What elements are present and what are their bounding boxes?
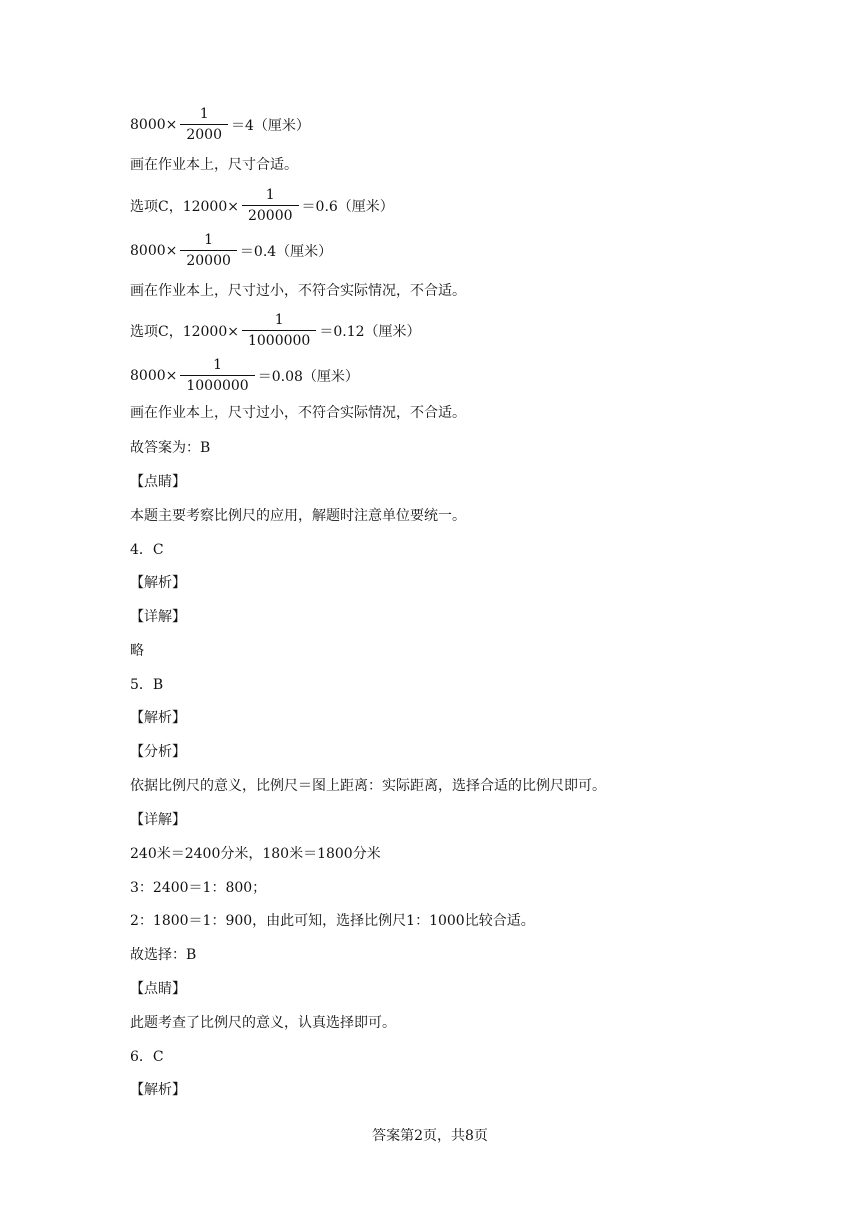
math-suffix: ＝0.12（厘米）: [319, 323, 421, 340]
math-line: [130, 105, 310, 144]
math-prefix: 8000×: [130, 116, 178, 133]
fraction-denominator: 20000: [186, 253, 231, 269]
fraction-bar: [242, 205, 299, 206]
section-heading: 【点睛】: [130, 981, 186, 997]
section-heading: 【详解】: [130, 812, 186, 828]
fraction-bar: [180, 124, 228, 125]
text-line: 240米＝2400分米，180米＝1800分米: [130, 846, 381, 862]
fraction: [180, 356, 254, 395]
fraction-denominator: 2000: [186, 127, 222, 143]
math-prefix: 8000×: [130, 242, 178, 259]
fraction: [242, 311, 316, 350]
fraction: [180, 105, 228, 144]
page-footer: 答案第2页，共8页: [372, 1128, 488, 1144]
math-line: [130, 311, 421, 350]
math-suffix: ＝0.4（厘米）: [239, 243, 333, 260]
fraction-denominator: 1000000: [247, 333, 311, 349]
math-prefix: 选项C，12000×: [130, 323, 239, 340]
question-answer: 5．B: [130, 677, 164, 693]
section-heading: 【详解】: [130, 609, 186, 625]
fraction-numerator: 1: [213, 357, 222, 373]
section-heading: 【分析】: [130, 744, 186, 760]
question-answer: 6．C: [130, 1049, 164, 1065]
fraction-numerator: 1: [274, 312, 284, 328]
fraction: [242, 186, 299, 225]
section-heading: 【解析】: [130, 1082, 186, 1098]
text-line: 略: [130, 643, 144, 659]
fraction-bar: [180, 250, 237, 251]
math-suffix: ＝0.6（厘米）: [301, 198, 394, 215]
fraction-bar: [242, 330, 316, 331]
math-line: [130, 231, 332, 270]
math-prefix: 选项C，12000×: [130, 198, 239, 215]
section-heading: 【点睛】: [130, 474, 186, 490]
fraction-denominator: 20000: [247, 208, 293, 224]
text-line: 依据比例尺的意义，比例尺＝图上距离：实际距离，选择合适的比例尺即可。: [130, 778, 606, 794]
text-line: 画在作业本上，尺寸过小，不符合实际情况，不合适。: [130, 283, 466, 299]
text-line: 此题考查了比例尺的意义，认真选择即可。: [130, 1015, 396, 1031]
text-line: 画在作业本上，尺寸过小，不符合实际情况，不合适。: [130, 405, 466, 421]
math-line: [130, 186, 394, 225]
fraction: [180, 231, 237, 270]
fraction-numerator: 1: [265, 187, 275, 203]
text-line: 画在作业本上，尺寸合适。: [130, 157, 298, 173]
math-line: [130, 356, 359, 395]
fraction-numerator: 1: [199, 106, 209, 122]
fraction-denominator: 1000000: [186, 378, 249, 394]
section-heading: 【解析】: [130, 710, 186, 726]
text-line: 2：1800＝1：900，由此可知，选择比例尺1：1000比较合适。: [130, 913, 535, 929]
fraction-numerator: 1: [204, 232, 214, 248]
text-line: 3：2400＝1：800；: [130, 880, 267, 896]
math-suffix: ＝4（厘米）: [231, 117, 310, 134]
math-prefix: 8000×: [130, 367, 178, 384]
math-suffix: ＝0.08（厘米）: [257, 368, 359, 385]
text-line: 故答案为：B: [130, 440, 211, 456]
text-line: 本题主要考察比例尺的应用，解题时注意单位要统一。: [130, 508, 466, 524]
question-answer: 4．C: [130, 542, 164, 558]
text-line: 故选择：B: [130, 947, 197, 963]
fraction-bar: [180, 375, 254, 376]
section-heading: 【解析】: [130, 575, 186, 591]
